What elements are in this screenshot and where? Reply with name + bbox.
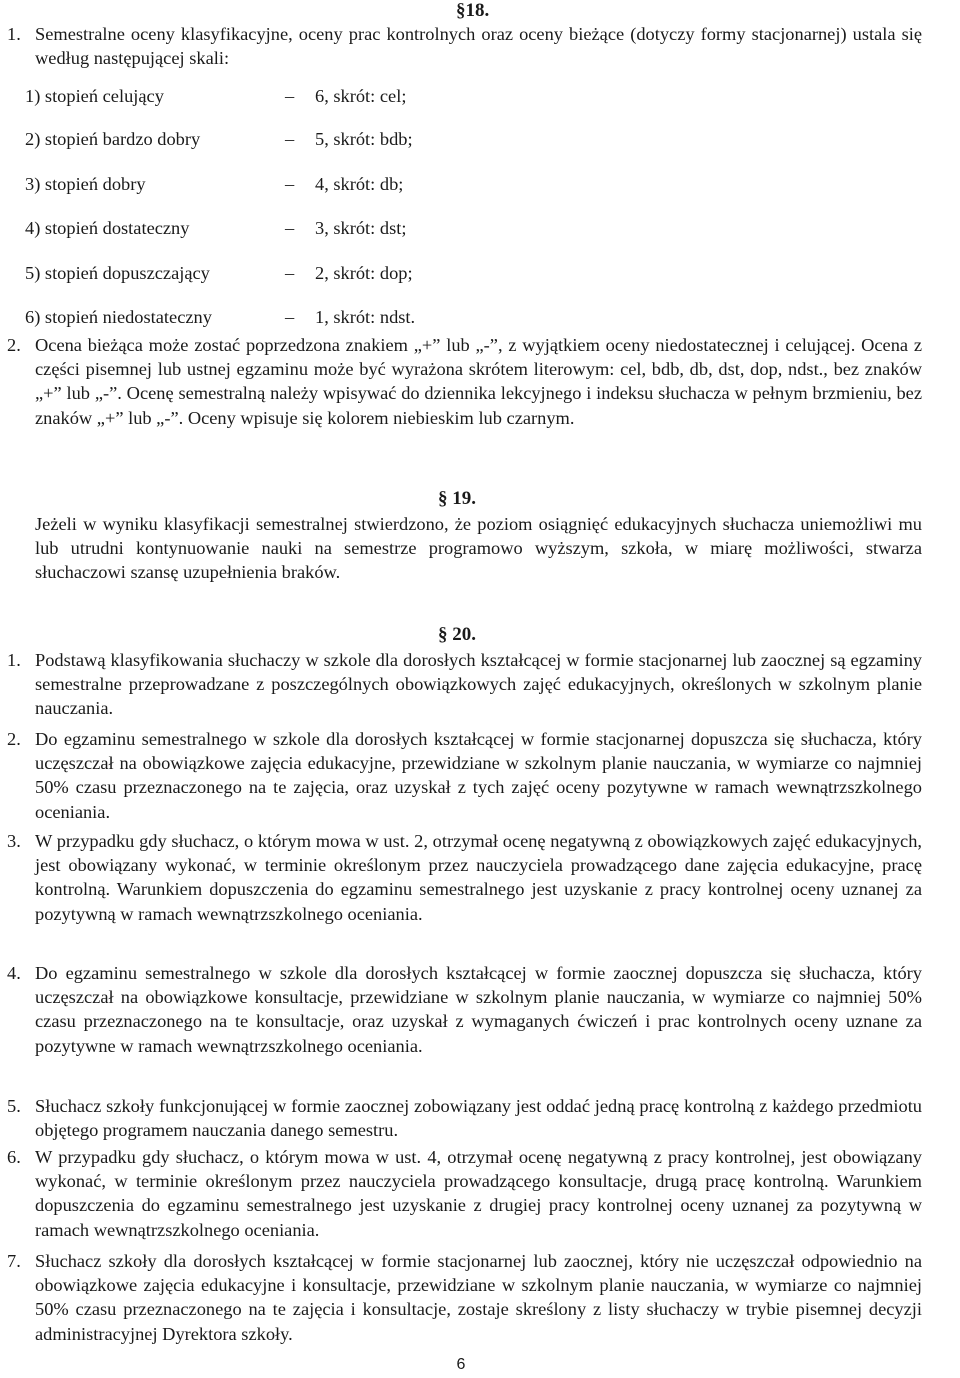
grade-value: 4, skrót: db;	[315, 174, 404, 194]
grade-row-dobry	[0, 173, 922, 195]
s20-item-6	[0, 1145, 922, 1242]
item-text: W przypadku gdy słuchacz, o którym mowa w ust. 2, otrzymał ocenę negatywną z obowiązkowych zajęć edukacyjnych, jest obowiązany wykonać, w terminie określonym przez nauczyciela prowadzącego dane zajęcia edukacyjne, pracę kontrolną. Warunkiem dopuszczenia do egzaminu semestralnego jest uzyskanie z pracy kontrolnej oceny uznanej za pozytywną w ramach wewnątrzszkolnego oceniania.	[35, 831, 922, 924]
paragraph-text: Semestralne oceny klasyfikacyjne, oceny prac kontrolnych oraz oceny bieżące (dotyczy formy stacjonarnej) ustala się według następującej skali:	[35, 24, 922, 69]
paragraph-number: 2.	[7, 335, 21, 355]
item-number: 4.	[7, 963, 21, 983]
grade-value: 1, skrót: ndst.	[315, 307, 416, 327]
grade-row-dostateczny	[0, 217, 922, 239]
s20-item-7	[0, 1249, 922, 1346]
grade-value: 2, skrót: dop;	[315, 263, 413, 283]
grade-label: 6) stopień niedostateczny	[25, 307, 212, 327]
item-number: 5.	[7, 1096, 21, 1116]
s20-item-5	[0, 1094, 922, 1142]
item-text: Słuchacz szkoły dla dorosłych kształcącej w formie stacjonarnej lub zaocznej, który nie uczęszczał odpowiednio na obowiązkowe zajęcia edukacyjne i konsultacje, przewidziane w szkolnym planie nauczania, w wymiarze co najmniej 50% czasu przeznaczonego na te zajęcia i konsultacje, zostaje skreślony z listy słuchaczy w trybie pisemnej decyzji administracyjnej Dyrektora szkoły.	[35, 1251, 922, 1344]
item-text: Do egzaminu semestralnego w szkole dla dorosłych kształcącej w formie stacjonarnej dopuszcza się słuchacza, który uczęszczał na obowiązkowe zajęcia edukacyjne, przewidziane w szkolnym planie nauczania, w wymiarze co najmniej 50% czasu przeznaczonego na te zajęcia, oraz uzyskał z tych zajęć oceny pozytywne w ramach wewnątrzszkolnego oceniania.	[35, 729, 922, 822]
s20-item-4	[0, 961, 922, 1058]
s18-paragraph-1	[0, 22, 922, 70]
grade-value: 5, skrót: bdb;	[315, 129, 413, 149]
item-number: 7.	[7, 1251, 21, 1271]
grade-value: 6, skrót: cel;	[315, 86, 407, 106]
section-18-title: §18.	[456, 0, 490, 21]
item-number: 6.	[7, 1147, 21, 1167]
page-number: 6	[456, 1356, 466, 1373]
grade-label: 3) stopień dobry	[25, 174, 146, 194]
item-text: Do egzaminu semestralnego w szkole dla dorosłych kształcącej w formie zaocznej dopuszcza się słuchacza, który uczęszczał na obowiązkowe konsultacje, przewidziane w szkolnym planie nauczania, w wymiarze co najmniej 50% czasu przeznaczonego na te konsultacje, oraz uzyskał z wymaganych ćwiczeń i prac kontrolnych oceny uznane za pozytywne w ramach wewnątrzszkolnego oceniania.	[35, 963, 922, 1056]
grade-dash: –	[285, 129, 295, 149]
grade-label: 4) stopień dostateczny	[25, 218, 190, 238]
grade-value: 3, skrót: dst;	[315, 218, 407, 238]
grade-label: 2) stopień bardzo dobry	[25, 129, 201, 149]
item-number: 1.	[7, 650, 21, 670]
grade-dash: –	[285, 86, 295, 106]
grade-row-niedostateczny	[0, 306, 922, 328]
grade-dash: –	[285, 263, 295, 283]
s19-paragraph: Jeżeli w wyniku klasyfikacji semestralnej stwierdzono, że poziom osiągnięć edukacyjnych słuchacza uniemożliwi mu lub utrudni kontynuowanie nauki na semestrze programowo wyższym, szkoła, w miarę możliwości, stwarza słuchaczowi szansę uzupełnienia braków.	[35, 514, 922, 583]
paragraph-text: Ocena bieżąca może zostać poprzedzona znakiem „+” lub „-”, z wyjątkiem oceny niedostatecznej i celującej. Ocena z części pisemnej lub ustnej egzaminu może być wyrażona skrótem literowym: cel, bdb, db, dst, dop, ndst., bez znaków „+” lub „-”. Ocenę semestralną należy wpisywać do dziennika lekcyjnego i indeksu słuchacza w pełnym brzmieniu, bez znaków „+” lub „-”. Oceny wpisuje się kolorem niebieskim lub czarnym.	[35, 335, 922, 428]
s20-item-3	[0, 829, 922, 926]
s18-paragraph-2	[0, 333, 922, 430]
grade-label: 1) stopień celujący	[25, 86, 164, 106]
grade-row-celujacy	[0, 85, 922, 107]
item-text: W przypadku gdy słuchacz, o którym mowa w ust. 4, otrzymał ocenę negatywną z pracy kontrolnej, jest obowiązany wykonać, w terminie określonym przez nauczyciela prowadzącego konsultacje, drugą pracę kontrolną. Warunkiem dopuszczenia do egzaminu semestralnego jest uzyskanie z drugiej pracy kontrolnej oceny uznanej za pozytywną w ramach wewnątrzszkolnego oceniania.	[35, 1147, 922, 1240]
section-20-title: § 20.	[438, 624, 476, 645]
grade-dash: –	[285, 307, 295, 327]
paragraph-number: 1.	[7, 24, 21, 44]
item-text: Podstawą klasyfikowania słuchaczy w szkole dla dorosłych kształcącej w formie stacjonarnej lub zaocznej są egzaminy semestralne przeprowadzane z poszczególnych obowiązkowych zajęć edukacyjnych, określonych w szkolnym planie nauczania.	[35, 650, 922, 719]
s20-item-2	[0, 727, 922, 824]
s20-item-1	[0, 648, 922, 721]
item-text: Słuchacz szkoły funkcjonującej w formie zaocznej zobowiązany jest oddać jedną pracę kontrolną z każdego przedmiotu objętego programem nauczania danego semestru.	[35, 1096, 922, 1141]
item-number: 3.	[7, 831, 21, 851]
item-number: 2.	[7, 729, 21, 749]
grade-dash: –	[285, 218, 295, 238]
grade-dash: –	[285, 174, 295, 194]
grade-label: 5) stopień dopuszczający	[25, 263, 210, 283]
grade-row-dopuszczajacy	[0, 262, 922, 284]
grade-row-bardzo-dobry	[0, 128, 922, 150]
section-19-title: § 19.	[438, 488, 476, 509]
